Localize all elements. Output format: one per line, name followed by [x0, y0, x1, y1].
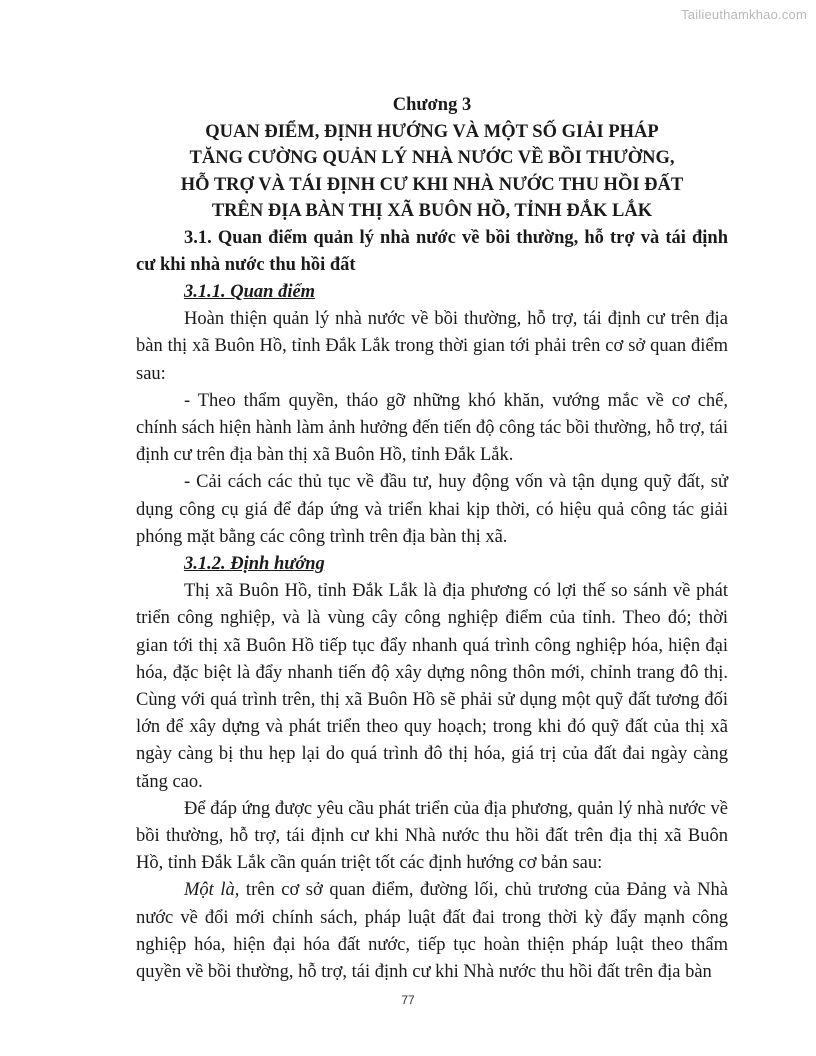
page-number: 77	[401, 993, 415, 1007]
chapter-title-line: TĂNG CƯỜNG QUẢN LÝ NHÀ NƯỚC VỀ BỒI THƯỜNG,	[189, 148, 675, 168]
chapter-title-line: QUAN ĐIỂM, ĐỊNH HƯỚNG VÀ MỘT SỐ GIẢI PHÁP	[205, 121, 659, 142]
section-heading: 3.1. Quan điểm quản lý nhà nước về bồi thường, hỗ trợ và tái định cư khi nhà nước thu hồi đất	[136, 227, 728, 275]
subsection-title: 3.1.1. Quan điểm	[184, 281, 316, 302]
paragraph-text: , trên cơ sở quan điểm, đường lối, chủ trương của Đảng và Nhà nước về đổi mới chính sách, pháp luật đất đai trong thời kỳ đẩy mạnh công nghiệp hóa, hiện đại hóa đất nước, tiếp tục hoàn thiện pháp luật theo thẩm quyền về bồi thường, hỗ trợ, tái định cư khi Nhà nước thu hồi đất trên địa bàn	[136, 880, 728, 982]
paragraph: Để đáp ứng được yêu cầu phát triển của địa phương, quản lý nhà nước về bồi thường, hỗ trợ, tái định cư khi Nhà nước thu hồi đất trên địa thị xã Buôn Hồ, tỉnh Đắk Lắk cần quán triệt tốt các định hướng cơ bản sau:	[136, 798, 728, 874]
paragraph	[136, 877, 728, 986]
chapter-title-line: HỖ TRỢ VÀ TÁI ĐỊNH CƯ KHI NHÀ NƯỚC THU HỒI ĐẤT	[180, 174, 684, 195]
paragraph: Thị xã Buôn Hồ, tỉnh Đắk Lắk là địa phương có lợi thế so sánh về phát triển công nghiệp, và là vùng cây công nghiệp điểm của tỉnh. Theo đó; thời gian tới thị xã Buôn Hồ tiếp tục đẩy nhanh quá trình công nghiệp hóa, hiện đại hóa, đặc biệt là đẩy nhanh tiến độ xây dựng nông thôn mới, chỉnh trang đô thị. Cùng với quá trình trên, thị xã Buôn Hồ sẽ phải sử dụng một quỹ đất tương đối lớn để xây dựng và phát triển theo quy hoạch; trong khi đó quỹ đất của thị xã ngày càng bị thu hẹp lại do quá trình đô thị hóa, giá trị của đất đai ngày càng tăng cao.	[136, 581, 728, 792]
subsection-heading	[136, 551, 728, 578]
paragraph: Hoàn thiện quản lý nhà nước về bồi thường, hỗ trợ, tái định cư trên địa bàn thị xã Buôn Hồ, tỉnh Đắk Lắk trong thời gian tới phải trên cơ sở quan điểm sau:	[136, 309, 728, 384]
chapter-title-line: TRÊN ĐỊA BÀN THỊ XÃ BUÔN HỒ, TỈNH ĐẮK LẮK	[211, 201, 653, 221]
subsection-heading	[136, 279, 728, 306]
document-page	[136, 92, 728, 986]
watermark: Tailieuthamkhao.com	[681, 7, 807, 22]
subsection-title: 3.1.2. Định hướng	[184, 553, 325, 574]
chapter-heading	[136, 92, 728, 225]
paragraph-lead: Một là	[184, 880, 235, 901]
paragraph: - Cải cách các thủ tục về đầu tư, huy động vốn và tận dụng quỹ đất, sử dụng công cụ giá để đáp ứng và triển khai kịp thời, có hiệu quả công tác giải phóng mặt bằng các công trình trên địa bàn thị xã.	[136, 472, 728, 547]
chapter-label: Chương 3	[392, 95, 472, 115]
paragraph: - Theo thẩm quyền, tháo gỡ những khó khăn, vướng mắc về cơ chế, chính sách hiện hành làm ảnh hưởng đến tiến độ công tác bồi thường, hỗ trợ, tái định cư trên địa bàn thị xã Buôn Hồ, tỉnh Đắk Lắk.	[136, 390, 728, 466]
